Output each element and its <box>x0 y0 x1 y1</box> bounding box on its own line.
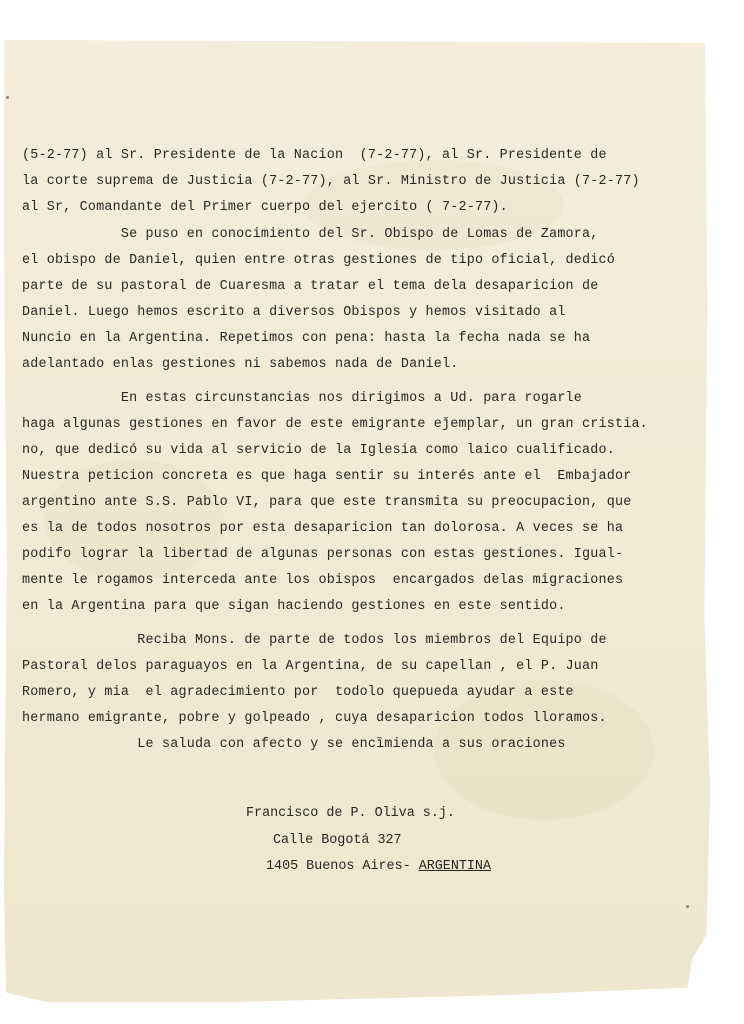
letter-line: Reciba Mons. de parte de todos los miembros del Equipo de <box>22 633 607 648</box>
letter-line: es la de todos nosotros por esta desaparicion tan dolorosa. A veces se ha <box>22 521 624 536</box>
letter-line: no, que dedicó su vida al servicio de la Iglesia como laico cualificado. <box>22 443 615 458</box>
letter-line: Le saluda con afecto y se encȉmienda a sus oraciones <box>22 737 566 752</box>
letter-line: Romero, y mia el agradecimiento por todolo quepueda ayudar a este <box>22 685 574 700</box>
letter-line: (5-2-77) al Sr. Presidente de la Nacion (7-2-77), al Sr. Presidente de <box>22 148 607 163</box>
signature-name: Francisco de P. Oliva s.j. <box>246 806 455 821</box>
paper-mark <box>6 96 9 99</box>
paper-mark <box>686 905 689 908</box>
letter-line: Pastoral delos paraguayos en la Argentina, de su capellan , el P. Juan <box>22 659 599 674</box>
letter-line: podifo lograr la libertad de algunas personas con estas gestiones. Igual- <box>22 547 624 562</box>
letter-line: En estas circunstancias nos dirigimos a Ud. para rogarle <box>22 391 583 406</box>
signature-street: Calle Bogotá 327 <box>273 833 402 848</box>
letter-line: el obispo de Daniel, quien entre otras gestiones de tipo oficial, dedicó <box>22 253 615 268</box>
letter-line: Nuestra peticion concreta es que haga sentir su interés ante el Embajador <box>22 469 632 484</box>
letter-line: Se puso en conocimiento del Sr. Obispo de Lomas de Zamora, <box>22 227 599 242</box>
letter-line: Daniel. Luego hemos escrito a diversos Obispos y hemos visitado al <box>22 305 566 320</box>
signature-city <box>266 858 491 876</box>
signature-country: ARGENTINA <box>418 859 492 874</box>
letter-line: mente le rogamos interceda ante los obispos encargados delas migraciones <box>22 573 624 588</box>
letter-line: Nuncio en la Argentina. Repetimos con pena: hasta la fecha nada se ha <box>22 331 591 346</box>
letter-line: argentino ante S.S. Pablo VI, para que este transmita su preocupacion, que <box>22 495 632 510</box>
letter-line: adelantado enlas gestiones ni sabemos nada de Daniel. <box>22 357 459 372</box>
letter-line: hermano emigrante, pobre y golpeado , cuya desaparicion todos lloramos. <box>22 711 607 726</box>
letter-line: parte de su pastoral de Cuaresma a tratar el tema dela desaparicion de <box>22 279 599 294</box>
letter-line: la corte suprema de Justicia (7-2-77), al Sr. Ministro de Justicia (7-2-77) <box>22 174 640 189</box>
signature-city-prefix: 1405 Buenos Aires- <box>266 859 419 874</box>
letter-line: al Sr, Comandante del Primer cuerpo del ejercito ( 7-2-77). <box>22 200 508 215</box>
letter-line: en la Argentina para que sigan haciendo gestiones en este sentido. <box>22 599 566 614</box>
letter-line: haga algunas gestiones en favor de este emigrante eǰemplar, un gran cristia. <box>22 417 648 432</box>
